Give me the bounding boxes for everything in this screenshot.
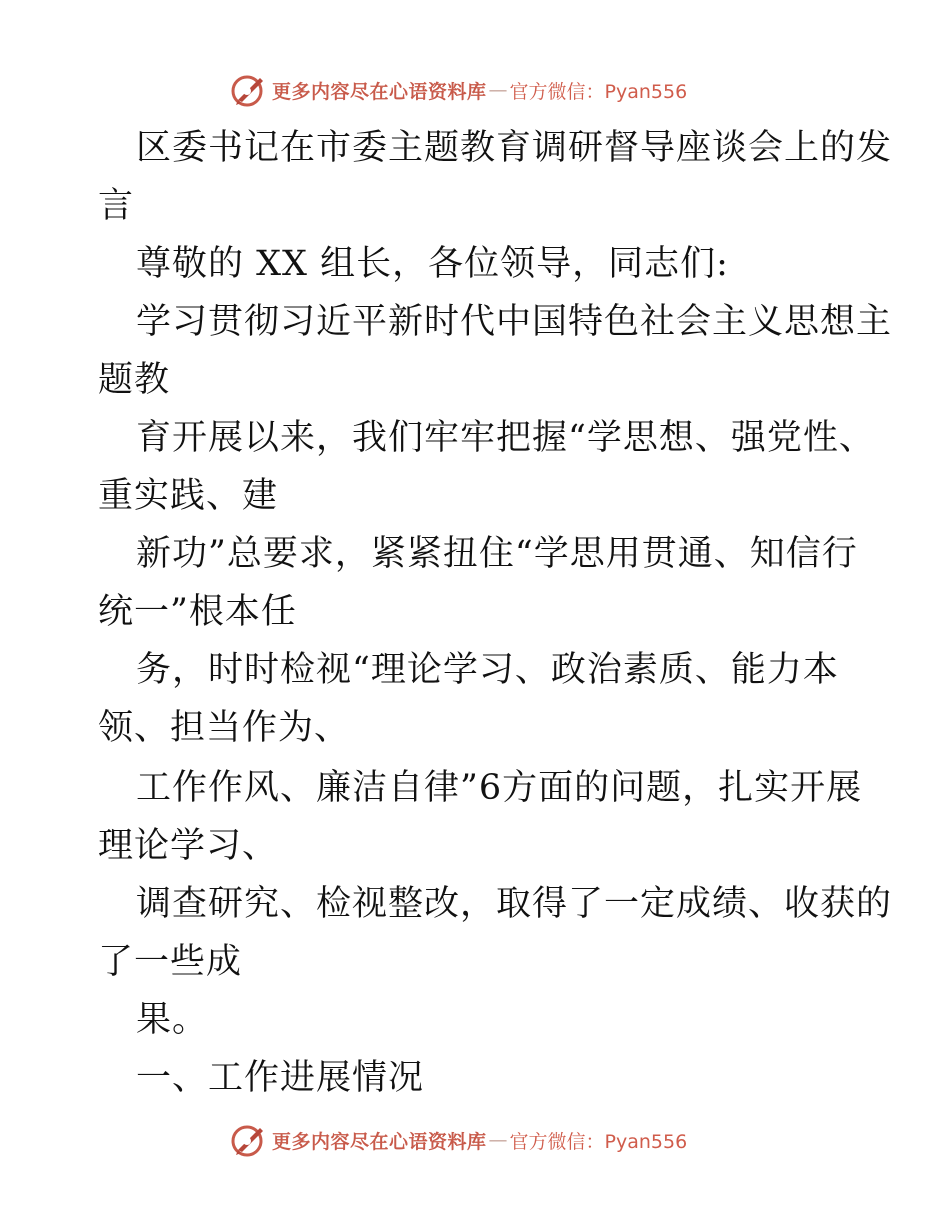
paragraph-line: 题教 xyxy=(98,360,171,400)
paragraph-line: 工作作风、廉洁自律”6方面的问题，扎实开展 xyxy=(136,768,863,808)
banner-wechat-text: 官方微信：Pyan556 xyxy=(509,80,688,103)
paragraph-line: 务，时时检视“理论学习、政治素质、能力本 xyxy=(136,650,839,690)
paragraph-line: 理论学习、 xyxy=(98,826,279,866)
header-banner xyxy=(230,72,687,108)
banner-separator: — xyxy=(488,1129,508,1151)
paragraph-line: 果。 xyxy=(136,1000,209,1040)
paragraph-line: 重实践、建 xyxy=(98,476,279,516)
paragraph-line: 育开展以来，我们牢牢把握“学思想、强党性、 xyxy=(136,418,875,458)
paragraph-line: 领、担当作为、 xyxy=(98,708,351,748)
banner-wechat-text: 官方微信：Pyan556 xyxy=(509,1130,688,1153)
paragraph-line: 了一些成 xyxy=(98,942,243,982)
banner-separator: — xyxy=(488,79,508,101)
salutation: 尊敬的 XX 组长，各位领导，同志们: xyxy=(136,244,729,284)
paragraph-line: 统一”根本任 xyxy=(98,592,297,632)
footer-banner xyxy=(230,1122,687,1158)
banner-brand-text: 更多内容尽在心语资料库 xyxy=(272,80,487,103)
banner-brand-text: 更多内容尽在心语资料库 xyxy=(272,1130,487,1153)
title-line-1: 区委书记在市委主题教育调研督导座谈会上的发 xyxy=(136,128,893,168)
quill-pen-circle-icon xyxy=(230,1122,268,1158)
section-heading: 一、工作进展情况 xyxy=(136,1058,425,1098)
paragraph-line: 调查研究、检视整改，取得了一定成绩、收获的 xyxy=(136,884,893,924)
paragraph-line: 学习贯彻习近平新时代中国特色社会主义思想主 xyxy=(136,302,893,342)
paragraph-line: 新功”总要求，紧紧扭住“学思用贯通、知信行 xyxy=(136,534,858,574)
quill-pen-circle-icon xyxy=(230,72,268,108)
title-line-2: 言 xyxy=(98,186,135,226)
